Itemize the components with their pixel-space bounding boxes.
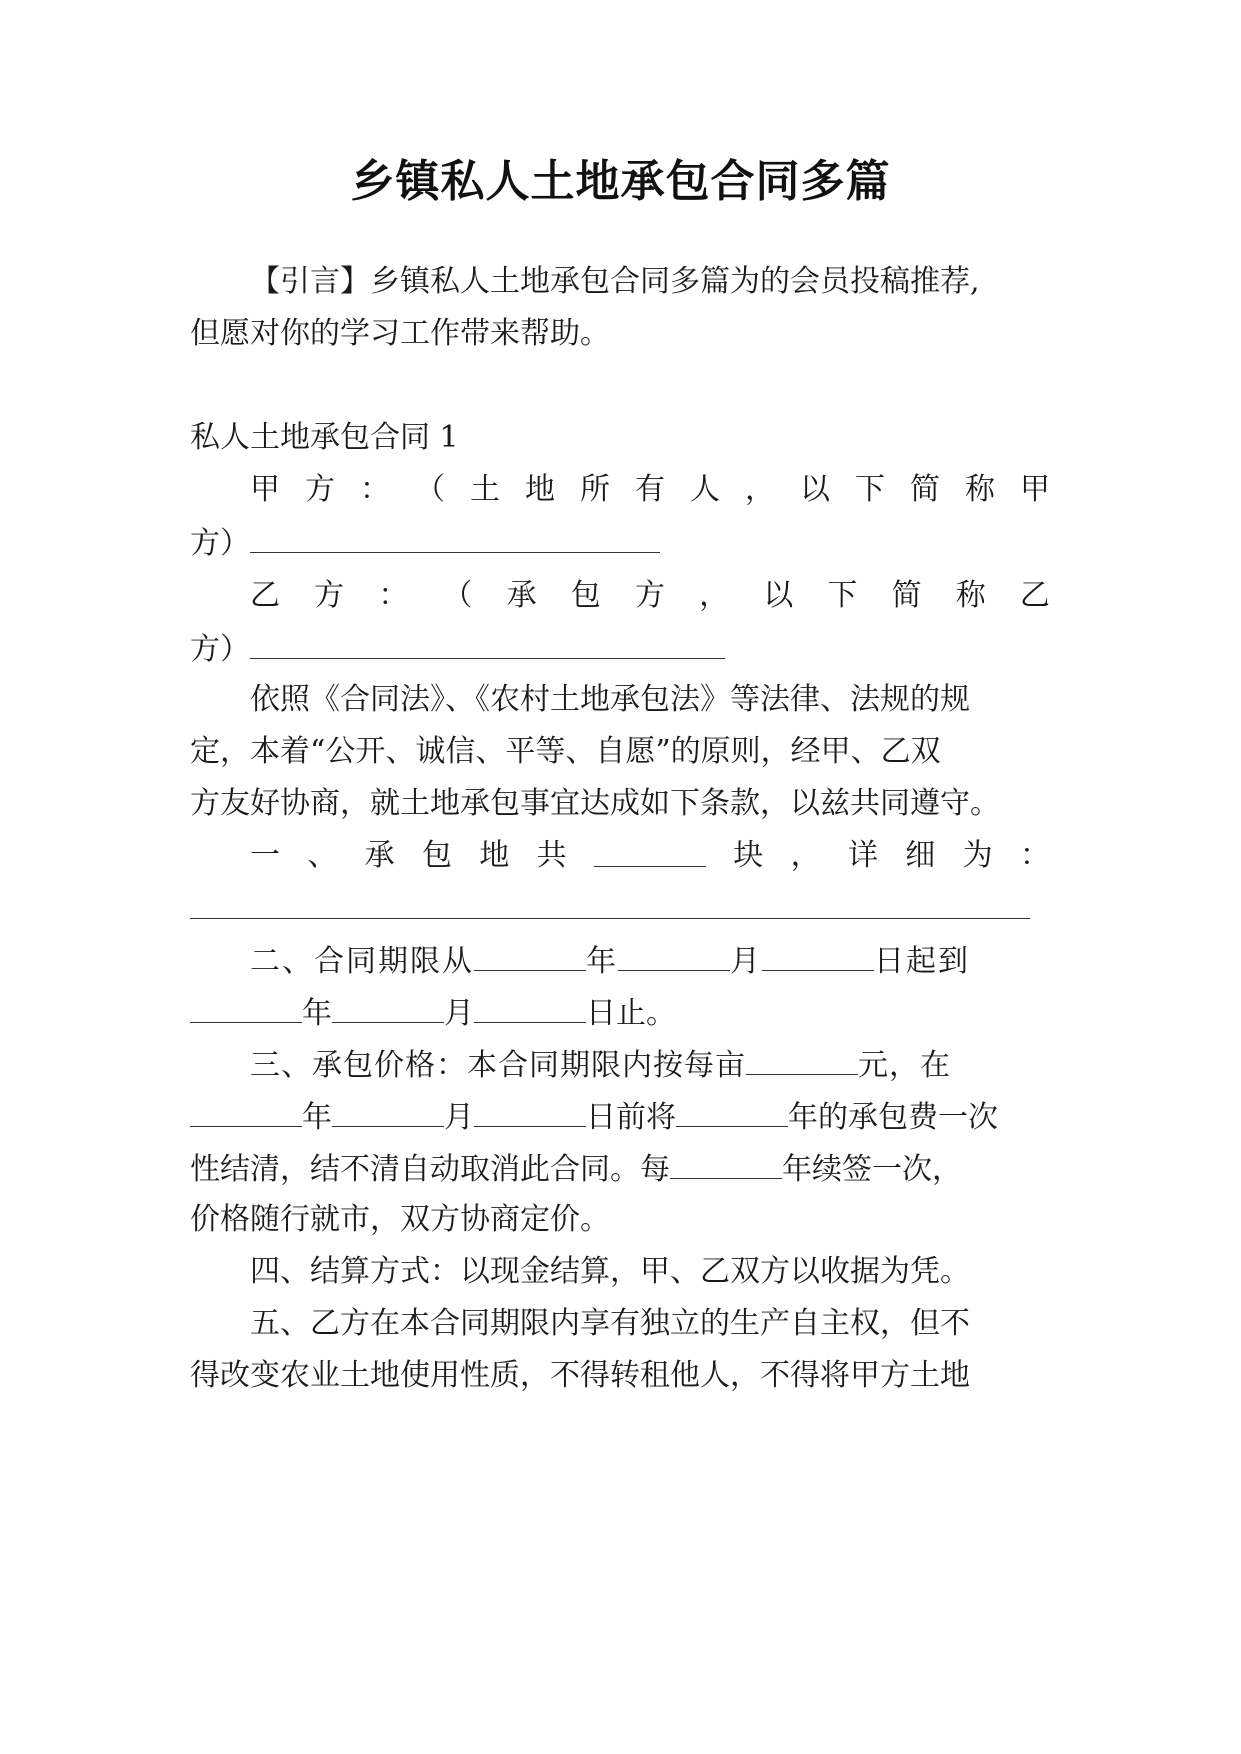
party-a-char: 所 xyxy=(580,472,610,507)
party-a-char: 甲 xyxy=(250,472,280,507)
clause-2-blank xyxy=(474,992,586,1023)
clause-1-char: 详 xyxy=(847,838,878,873)
party-b-char: 乙 xyxy=(1019,578,1050,613)
clause-2-text: 二、合同期限从 xyxy=(250,944,474,979)
clause-2-blank xyxy=(618,940,730,971)
party-b-tail: 方） xyxy=(190,632,250,667)
clause-2-text: 年 xyxy=(586,944,618,979)
basis-line-3: 方友好协商，就土地承包事宜达成如下条款，以兹共同遵守。 xyxy=(190,786,1000,821)
document-title: 乡镇私人土地承包合同多篇 xyxy=(350,156,891,207)
party-a-char: 甲 xyxy=(1020,472,1050,507)
clause-3-blank xyxy=(676,1096,788,1127)
clause-1-blank xyxy=(594,836,706,867)
clause-3-blank xyxy=(670,1148,782,1179)
clause-1-char: 共 xyxy=(536,838,567,873)
clause-2-text: 月 xyxy=(730,944,762,979)
clause-3-line-1 xyxy=(250,1044,951,1084)
party-b-char: 承 xyxy=(506,578,537,613)
clause-1-char: 地 xyxy=(479,838,510,873)
party-a-tail-line xyxy=(190,522,660,562)
party-a-char: （ xyxy=(415,472,445,507)
clause-3-text: 年续签一次， xyxy=(782,1152,962,1187)
party-a-char: 土 xyxy=(470,472,500,507)
clause-5-line-1: 五、乙方在本合同期限内享有独立的生产自主权，但不 xyxy=(250,1306,970,1341)
clause-2-line-1 xyxy=(250,940,970,980)
clause-1-char: 、 xyxy=(307,838,338,873)
clause-1-char: 细 xyxy=(905,838,936,873)
clause-3-text: 年 xyxy=(302,1100,332,1135)
party-b-char: 称 xyxy=(955,578,986,613)
clause-3-text: 性结清，结不清自动取消此合同。每 xyxy=(190,1152,670,1187)
clause-1-detail-line xyxy=(190,888,1030,928)
party-b-char: 方 xyxy=(314,578,345,613)
clause-1-char: ， xyxy=(790,838,821,873)
party-a-char: 简 xyxy=(910,472,940,507)
clause-3-blank xyxy=(190,1096,302,1127)
basis-line-2: 定，本着“公开、诚信、平等、自愿”的原则，经甲、乙双 xyxy=(190,734,941,769)
clause-3-line-3 xyxy=(190,1148,962,1188)
clause-2-text: 月 xyxy=(444,996,474,1031)
party-a-tail: 方） xyxy=(190,526,250,561)
party-a-char: 有 xyxy=(635,472,665,507)
party-a-char: ， xyxy=(745,472,775,507)
party-b-blank xyxy=(250,628,725,659)
clause-1-char: 承 xyxy=(364,838,395,873)
intro-line-2: 但愿对你的学习工作带来帮助。 xyxy=(190,316,610,351)
party-a-char: 以 xyxy=(800,472,830,507)
clause-1-char: 为 xyxy=(962,838,993,873)
party-b-char: 方 xyxy=(634,578,665,613)
party-a-line xyxy=(250,470,1050,510)
party-b-line xyxy=(250,576,1050,616)
clause-2-blank xyxy=(762,940,874,971)
intro-line-1: 【引言】乡镇私人土地承包合同多篇为的会员投稿推荐, xyxy=(250,264,980,299)
clause-3-blank xyxy=(474,1096,586,1127)
clause-3-blank xyxy=(332,1096,444,1127)
party-b-char: ， xyxy=(699,578,730,613)
party-a-char: 人 xyxy=(690,472,720,507)
clause-3-line-2 xyxy=(190,1096,998,1136)
party-a-char: 称 xyxy=(965,472,995,507)
basis-line-1: 依照《合同法》、《农村土地承包法》等法律、法规的规 xyxy=(250,682,970,717)
clause-1-detail-blank xyxy=(190,888,1030,919)
clause-2-blank xyxy=(474,940,586,971)
clause-3-text: 元，在 xyxy=(858,1048,951,1083)
clause-2-blank xyxy=(332,992,444,1023)
party-a-char: ： xyxy=(360,472,390,507)
clause-1-line xyxy=(250,836,1050,876)
party-b-char: 简 xyxy=(891,578,922,613)
party-a-char: 地 xyxy=(525,472,555,507)
clause-1-char: ： xyxy=(1019,838,1050,873)
party-b-tail-line xyxy=(190,628,725,668)
clause-1-char: 一 xyxy=(250,838,280,873)
party-b-char: ： xyxy=(378,578,409,613)
clause-3-blank xyxy=(746,1044,858,1075)
clause-5-line-2: 得改变农业土地使用性质，不得转租他人，不得将甲方土地 xyxy=(190,1358,970,1393)
clause-1-char: 块 xyxy=(733,838,764,873)
clause-3-text: 年的承包费一次 xyxy=(788,1100,998,1135)
clause-2-line-2 xyxy=(190,992,676,1032)
clause-3-text: 三、承包价格：本合同期限内按每亩 xyxy=(250,1048,746,1083)
party-b-char: 以 xyxy=(763,578,794,613)
clause-2-blank xyxy=(190,992,302,1023)
clause-1-char: 包 xyxy=(421,838,452,873)
party-b-char: 乙 xyxy=(250,578,280,613)
party-a-char: 方 xyxy=(305,472,335,507)
party-b-char: 包 xyxy=(570,578,601,613)
clause-4-line: 四、结算方式：以现金结算，甲、乙双方以收据为凭。 xyxy=(250,1254,970,1289)
clause-3-text: 日前将 xyxy=(586,1100,676,1135)
clause-3-text: 月 xyxy=(444,1100,474,1135)
clause-2-text: 年 xyxy=(302,996,332,1031)
clause-2-text: 日起到 xyxy=(874,944,970,979)
party-b-char: 下 xyxy=(827,578,858,613)
clause-2-text: 日止。 xyxy=(586,996,676,1031)
party-b-char: （ xyxy=(442,578,473,613)
party-a-blank xyxy=(250,522,660,553)
party-a-char: 下 xyxy=(855,472,885,507)
contract-heading: 私人土地承包合同 1 xyxy=(190,420,459,455)
clause-3-line-4: 价格随行就市，双方协商定价。 xyxy=(190,1202,610,1237)
